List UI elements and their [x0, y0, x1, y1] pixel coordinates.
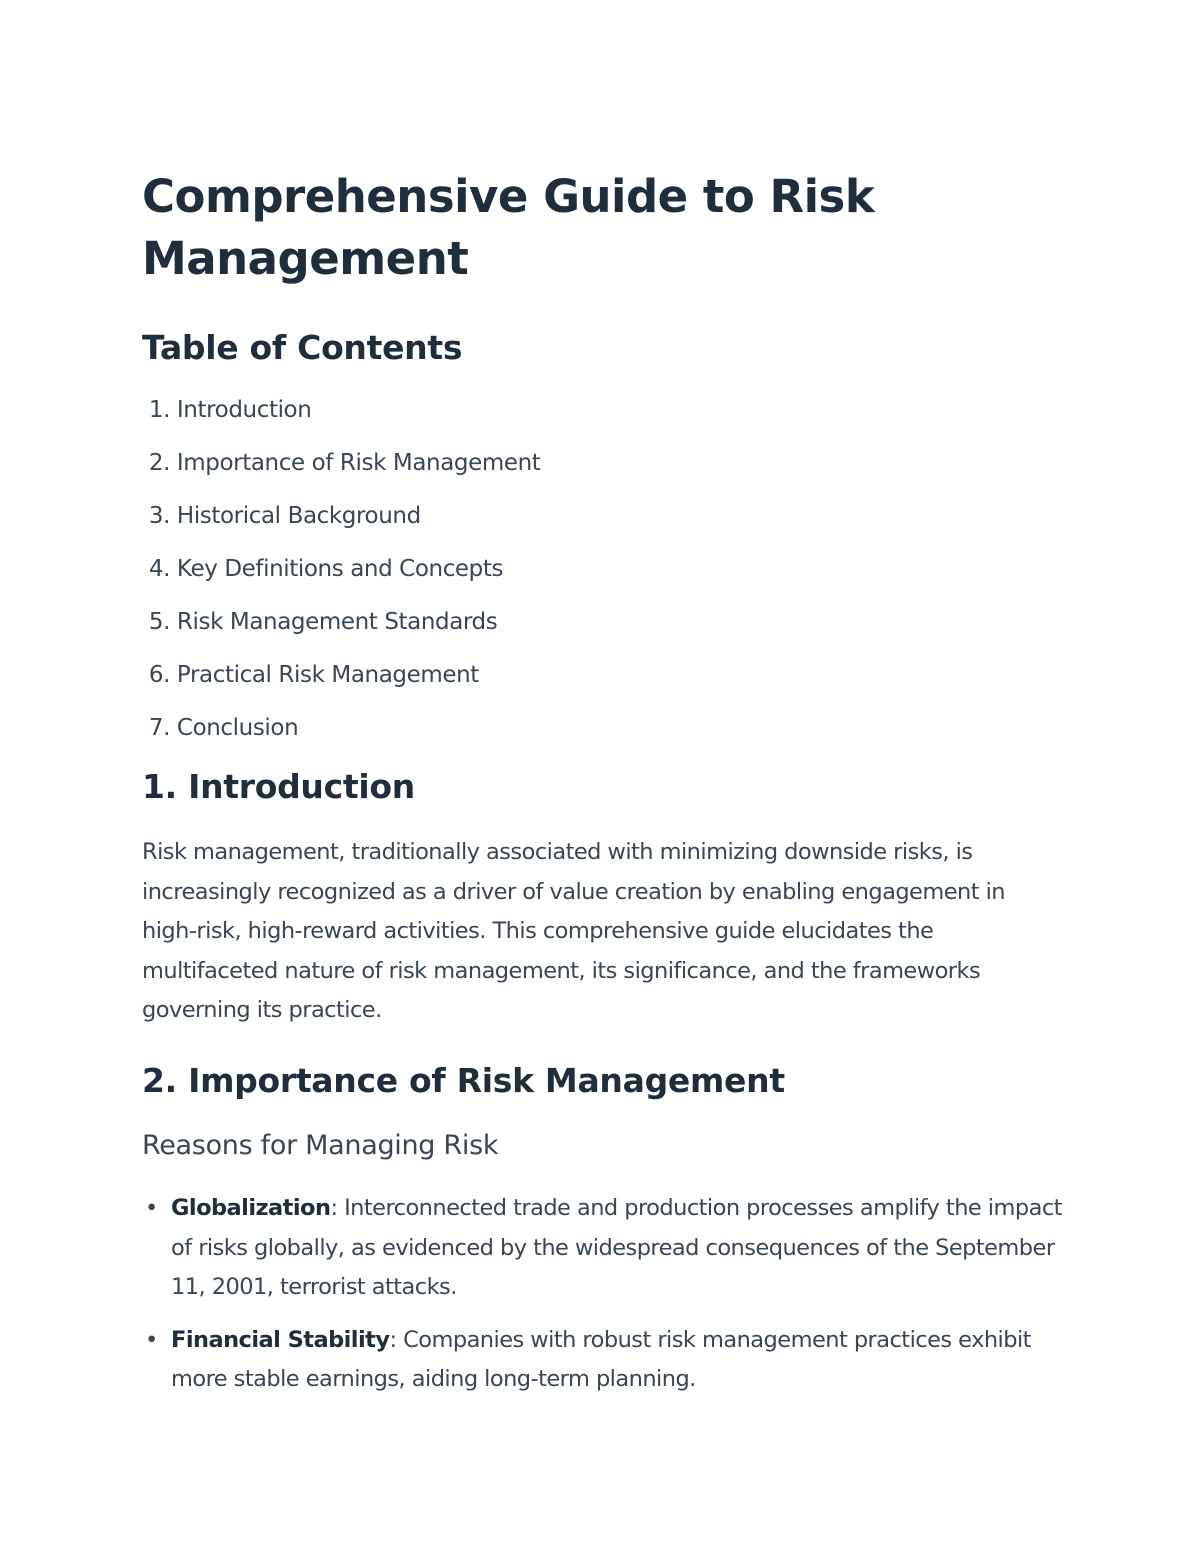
- document-page: [142, 166, 1062, 1413]
- toc-item-introduction[interactable]: [142, 396, 1062, 425]
- toc-item-historical-background[interactable]: [142, 502, 1062, 531]
- toc-item-label: Key Definitions and Concepts: [176, 556, 504, 582]
- document-title: Comprehensive Guide to Risk Management: [142, 170, 875, 285]
- toc-item-label: Introduction: [176, 397, 312, 423]
- toc-item-number: 3.: [148, 503, 170, 529]
- bullet-icon: •: [145, 1194, 158, 1221]
- section-heading-importance: 2. Importance of Risk Management: [142, 1060, 785, 1100]
- toc-item-standards[interactable]: [142, 608, 1062, 637]
- reasons-list: [142, 1189, 1062, 1400]
- reason-term: Financial Stability: [171, 1326, 390, 1353]
- toc-item-practical[interactable]: [142, 661, 1062, 690]
- toc-item-key-definitions[interactable]: [142, 555, 1062, 584]
- toc-heading: Table of Contents: [142, 328, 463, 367]
- list-item: [142, 1189, 1062, 1308]
- toc-item-conclusion[interactable]: [142, 714, 1062, 743]
- bullet-icon: •: [145, 1326, 158, 1353]
- toc-item-label: Risk Management Standards: [176, 609, 498, 635]
- reason-term: Globalization: [171, 1194, 331, 1221]
- reason-text: Interconnected trade and production processes amplify the impact of risks globally, as evidenced by the widespread consequences of the September 11, 2001, terrorist attacks.: [171, 1194, 1062, 1301]
- toc-item-number: 5.: [148, 609, 170, 635]
- reason-separator: :: [330, 1194, 345, 1221]
- table-of-contents: [142, 396, 1062, 743]
- toc-item-number: 4.: [148, 556, 170, 582]
- reason-separator: :: [389, 1326, 404, 1353]
- subheading-reasons: Reasons for Managing Risk: [142, 1129, 499, 1161]
- toc-item-number: 6.: [148, 662, 170, 688]
- toc-item-label: Historical Background: [176, 503, 421, 529]
- toc-item-number: 1.: [148, 397, 170, 423]
- reason-text: Companies with robust risk management practices exhibit more stable earnings, aiding long-term planning.: [171, 1326, 1031, 1393]
- section-heading-introduction: 1. Introduction: [142, 767, 415, 806]
- toc-item-label: Importance of Risk Management: [176, 450, 541, 476]
- toc-item-label: Conclusion: [176, 715, 299, 741]
- toc-item-number: 7.: [148, 715, 170, 741]
- list-item: [142, 1321, 1062, 1400]
- toc-item-importance[interactable]: [142, 449, 1062, 478]
- toc-item-number: 2.: [148, 450, 170, 476]
- toc-item-label: Practical Risk Management: [176, 662, 479, 688]
- introduction-paragraph: Risk management, traditionally associated with minimizing downside risks, is increasingly recognized as a driver of value creation by enabling engagement in high-risk, high-reward activities. This comprehensive guide elucidates the multifaceted nature of risk management, its significance, and the frameworks governing its practice.: [142, 839, 1005, 1024]
